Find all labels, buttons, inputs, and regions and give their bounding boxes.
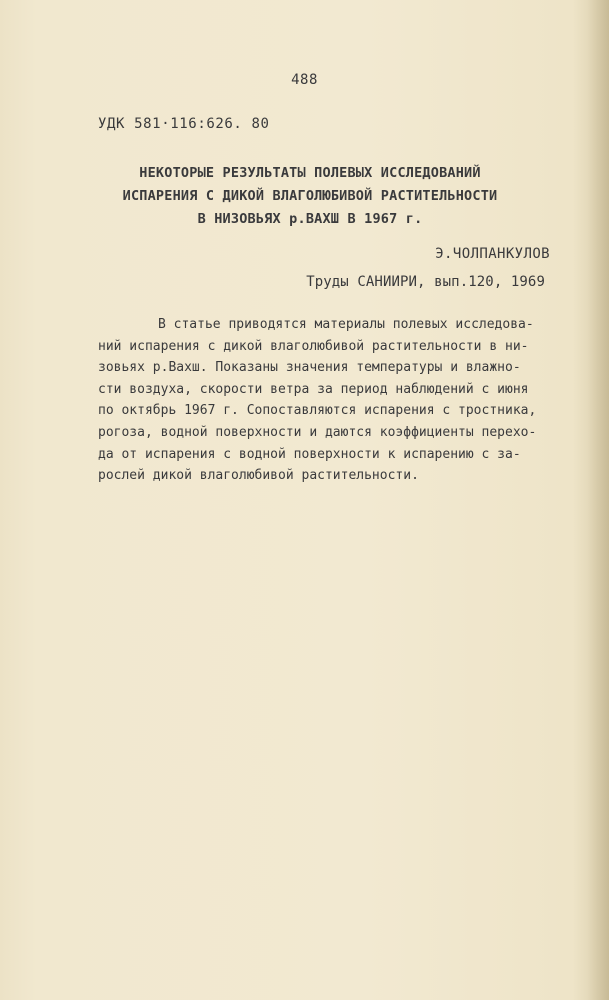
article-title [60,162,560,231]
title-line: ИСПАРЕНИЯ С ДИКОЙ ВЛАГОЛЮБИВОЙ РАСТИТЕЛЬНОСТИ [122,188,498,204]
abstract-line: зовьях р.Вахш. Показаны значения температуры и влажно- [98,360,521,376]
abstract-paragraph [98,314,558,487]
publication-source: Труды САНИИРИ, вып.120, 1969 [306,274,545,290]
abstract-line: ний испарения с дикой влаголюбивой растительности в ни- [98,338,529,354]
abstract-line: рослей дикой влаголюбивой растительности. [98,468,419,484]
udc-code: УДК 581·116:626. 80 [98,116,270,132]
abstract-line: В статье приводятся материалы полевых исследова- [158,317,534,332]
author-name: Э.ЧОЛПАНКУЛОВ [435,246,550,262]
abstract-line: сти воздуха, скорости ветра за период наблюдений с июня [98,381,529,397]
page-number: 488 [291,72,318,88]
title-line: НЕКОТОРЫЕ РЕЗУЛЬТАТЫ ПОЛЕВЫХ ИССЛЕДОВАНИЙ [139,165,481,181]
page-edge-shadow [587,0,609,1000]
abstract-line: рогоза, водной поверхности и даются коэффициенты перехо- [98,424,537,440]
abstract-line: по октябрь 1967 г. Сопоставляются испарения с тростника, [98,403,537,419]
abstract-line: да от испарения с водной поверхности к испарению с за- [98,446,521,462]
title-line: В НИЗОВЬЯХ р.ВАХШ В 1967 г. [197,211,423,227]
